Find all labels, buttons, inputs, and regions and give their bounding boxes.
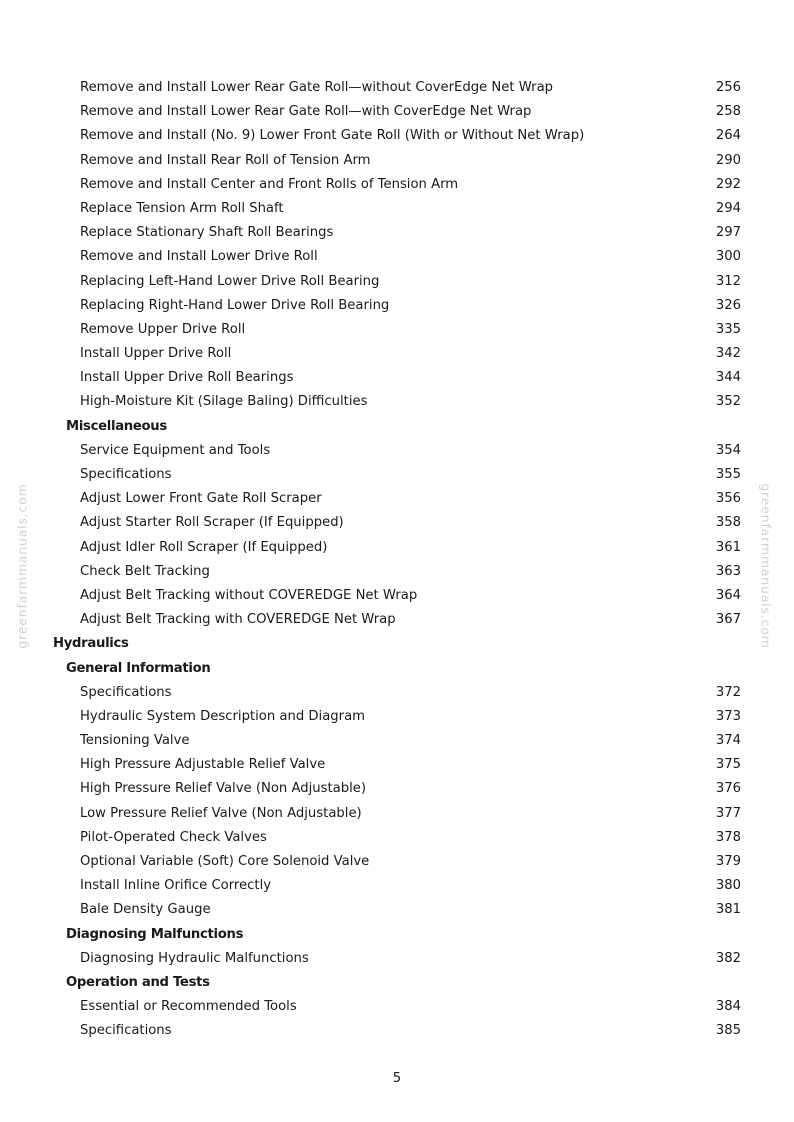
toc-entry-page: 312 — [715, 273, 741, 289]
toc-entry-title: Replacing Left-Hand Lower Drive Roll Bearing — [80, 273, 380, 289]
toc-entry-title: Pilot-Operated Check Valves — [80, 829, 267, 845]
toc-entry[interactable] — [0, 777, 794, 801]
toc-entry[interactable] — [0, 124, 794, 148]
toc-entry-title: Specifications — [80, 1023, 172, 1039]
toc-entry-title: Install Upper Drive Roll Bearings — [80, 370, 294, 386]
toc-entry-title: Bale Density Gauge — [80, 902, 211, 918]
toc-entry-title: High Pressure Relief Valve (Non Adjustable) — [80, 781, 367, 797]
toc-entry-title: Specifications — [80, 684, 172, 700]
toc-entry-page: 380 — [715, 878, 741, 894]
toc-entry[interactable] — [0, 753, 794, 777]
toc-entry-title: General Information — [66, 660, 211, 676]
toc-entry-title: Adjust Idler Roll Scraper (If Equipped) — [80, 539, 328, 555]
toc-entry-page: 354 — [715, 442, 741, 458]
toc-entry[interactable] — [0, 850, 794, 874]
toc-entry-title: High Pressure Adjustable Relief Valve — [80, 757, 326, 773]
toc-section-heading — [0, 632, 794, 656]
toc-entry-title: Install Upper Drive Roll — [80, 346, 232, 362]
toc-entry-page: 290 — [715, 152, 741, 168]
toc-entry[interactable] — [0, 294, 794, 318]
toc-entry-title: Adjust Belt Tracking with COVEREDGE Net Wrap — [80, 612, 396, 628]
toc-entry-title: High-Moisture Kit (Silage Baling) Difficulties — [80, 394, 368, 410]
toc-section-heading — [0, 923, 794, 947]
toc-entry[interactable] — [0, 511, 794, 535]
toc-entry-page: 377 — [715, 805, 741, 821]
toc-entry-title: Remove and Install (No. 9) Lower Front Gate Roll (With or Without Net Wrap) — [80, 128, 585, 144]
toc-entry-page: 256 — [715, 80, 741, 95]
toc-entry-title: Specifications — [80, 467, 172, 482]
toc-entry[interactable] — [0, 318, 794, 342]
toc-entry-page: 355 — [715, 467, 741, 482]
toc-entry-page: 358 — [715, 515, 741, 531]
page-number: 5 — [392, 1071, 402, 1086]
toc-entry-title: Diagnosing Hydraulic Malfunctions — [80, 950, 309, 966]
toc-entry-title: Hydraulic System Description and Diagram — [80, 708, 366, 724]
watermark-right: greenfarmmanuals.com — [758, 483, 774, 649]
toc-entry-title: Miscellaneous — [66, 418, 167, 434]
toc-entry-page: 361 — [715, 539, 741, 555]
toc-entry[interactable] — [0, 270, 794, 294]
toc-entry-page: 379 — [715, 854, 741, 869]
toc-entry-title: Remove Upper Drive Roll — [80, 321, 246, 337]
toc-entry[interactable] — [0, 487, 794, 511]
toc-entry-page: 373 — [715, 708, 741, 724]
toc-entry[interactable] — [0, 802, 794, 826]
toc-entry-page: 382 — [715, 950, 741, 966]
toc-entry-page: 292 — [715, 176, 741, 192]
toc-entry-title: Adjust Starter Roll Scraper (If Equipped) — [80, 515, 344, 531]
toc-entry-page: 381 — [715, 902, 741, 918]
toc-entry[interactable] — [0, 221, 794, 245]
toc-entry-page: 300 — [715, 249, 741, 265]
toc-entry[interactable] — [0, 898, 794, 922]
toc-entry-page: 374 — [715, 733, 741, 749]
toc-entry-title: Replace Stationary Shaft Roll Bearings — [80, 225, 334, 241]
toc-entry-title: Replacing Right-Hand Lower Drive Roll Bearing — [80, 297, 390, 313]
toc-entry[interactable] — [0, 729, 794, 753]
toc-entry-page: 344 — [715, 370, 741, 386]
toc-entry-page: 294 — [715, 200, 741, 216]
toc-entry[interactable] — [0, 874, 794, 898]
toc-entry-title: Remove and Install Lower Rear Gate Roll—without CoverEdge Net Wrap — [80, 80, 554, 95]
toc-entry-title: Optional Variable (Soft) Core Solenoid Valve — [80, 854, 370, 869]
toc-entry-page: 326 — [715, 297, 741, 313]
toc-entry-title: Essential or Recommended Tools — [80, 999, 297, 1015]
toc-entry[interactable] — [0, 608, 794, 632]
toc-entry-page: 335 — [715, 321, 741, 337]
toc-entry-title: Diagnosing Malfunctions — [66, 926, 244, 942]
toc-entry-title: Check Belt Tracking — [80, 563, 210, 579]
toc-entry-page: 258 — [715, 104, 741, 120]
toc-entry[interactable] — [0, 173, 794, 197]
toc-entry[interactable] — [0, 681, 794, 705]
toc-entry[interactable] — [0, 245, 794, 269]
toc-entry[interactable] — [0, 560, 794, 584]
toc-entry-title: Adjust Belt Tracking without COVEREDGE Net Wrap — [80, 587, 418, 603]
toc-entry-title: Install Inline Orifice Correctly — [80, 878, 272, 894]
toc-entry[interactable] — [0, 390, 794, 414]
toc-entry[interactable] — [0, 947, 794, 971]
table-of-contents — [0, 76, 794, 1044]
toc-entry-page: 378 — [715, 829, 741, 845]
toc-entry[interactable] — [0, 149, 794, 173]
toc-entry-page: 376 — [715, 781, 741, 797]
toc-entry[interactable] — [0, 995, 794, 1019]
toc-entry[interactable] — [0, 366, 794, 390]
toc-entry[interactable] — [0, 705, 794, 729]
toc-entry[interactable] — [0, 536, 794, 560]
toc-entry[interactable] — [0, 1019, 794, 1043]
toc-entry[interactable] — [0, 826, 794, 850]
toc-entry-page: 264 — [715, 128, 741, 144]
toc-entry-page: 363 — [715, 563, 741, 579]
toc-entry-page: 297 — [715, 225, 741, 241]
toc-entry-page: 352 — [715, 394, 741, 410]
toc-section-heading — [0, 971, 794, 995]
toc-entry-page: 385 — [715, 1023, 741, 1039]
toc-section-heading — [0, 657, 794, 681]
toc-section-heading — [0, 415, 794, 439]
toc-entry-title: Adjust Lower Front Gate Roll Scraper — [80, 491, 322, 507]
toc-entry-page: 342 — [715, 346, 741, 362]
toc-entry-page: 372 — [715, 684, 741, 700]
toc-entry-page: 375 — [715, 757, 741, 773]
toc-entry[interactable] — [0, 197, 794, 221]
toc-entry[interactable] — [0, 463, 794, 487]
toc-entry-page: 384 — [715, 999, 741, 1015]
toc-entry[interactable] — [0, 76, 794, 100]
toc-entry[interactable] — [0, 342, 794, 366]
toc-entry-title: Hydraulics — [53, 636, 129, 652]
toc-entry-title: Low Pressure Relief Valve (Non Adjustable) — [80, 805, 362, 821]
toc-entry-title: Remove and Install Lower Drive Roll — [80, 249, 318, 265]
watermark-left: greenfarmmanuals.com — [14, 483, 30, 649]
toc-entry-title: Replace Tension Arm Roll Shaft — [80, 200, 284, 216]
toc-entry-title: Remove and Install Center and Front Rolls of Tension Arm — [80, 176, 459, 192]
toc-entry[interactable] — [0, 100, 794, 124]
toc-entry-title: Service Equipment and Tools — [80, 442, 271, 458]
toc-entry-title: Tensioning Valve — [80, 733, 190, 749]
toc-entry[interactable] — [0, 584, 794, 608]
toc-entry-title: Remove and Install Lower Rear Gate Roll—with CoverEdge Net Wrap — [80, 104, 532, 120]
toc-entry-page: 356 — [715, 491, 741, 507]
toc-entry[interactable] — [0, 439, 794, 463]
toc-entry-page: 364 — [715, 587, 741, 603]
toc-entry-title: Operation and Tests — [66, 974, 210, 990]
toc-entry-title: Remove and Install Rear Roll of Tension Arm — [80, 152, 371, 168]
toc-entry-page: 367 — [715, 612, 741, 628]
